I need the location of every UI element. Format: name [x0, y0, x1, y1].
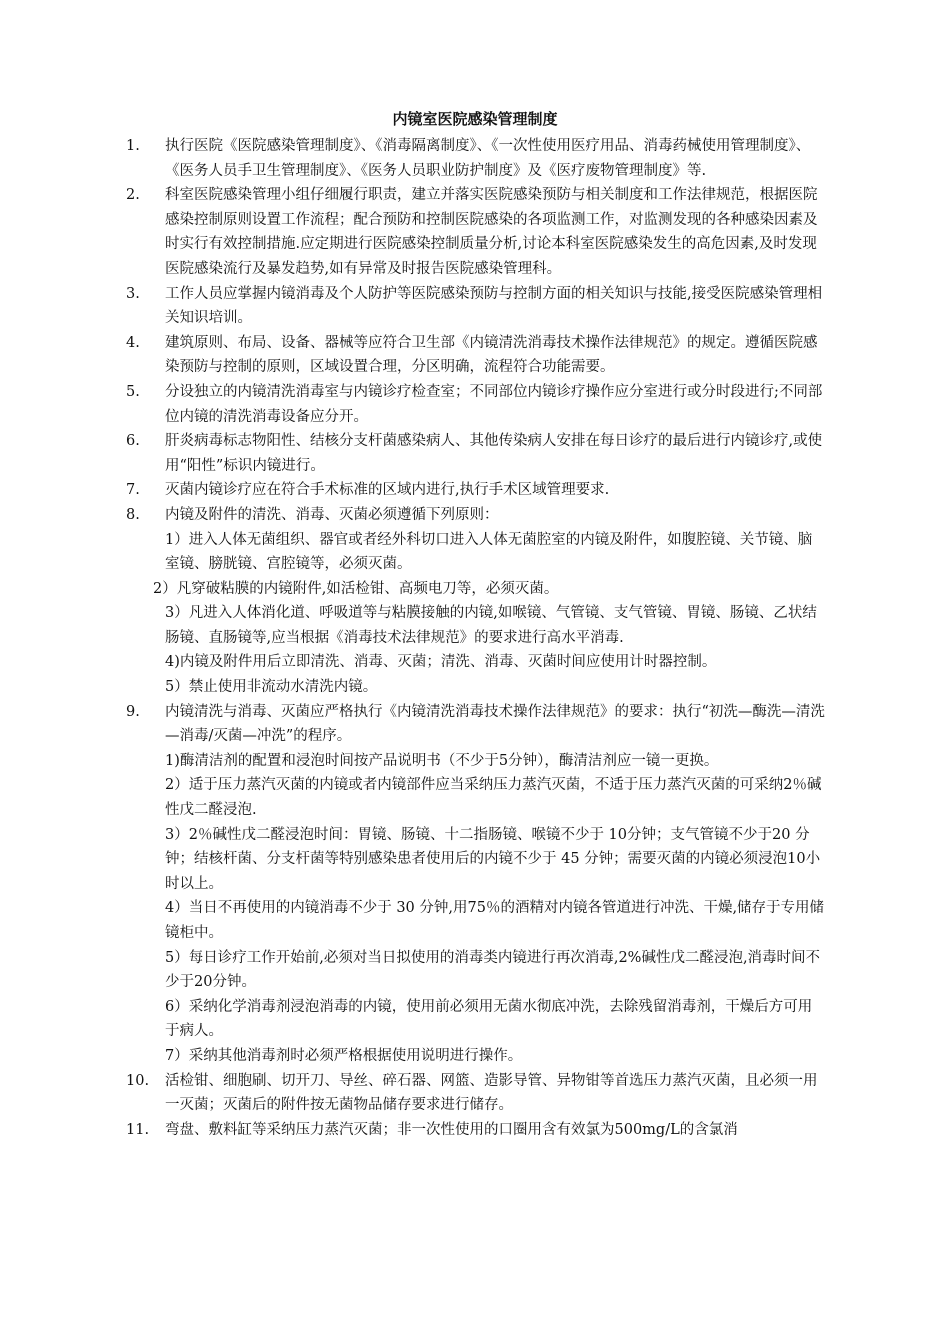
list-item [126, 183, 826, 281]
item-number: 4. [126, 334, 140, 351]
list-item [126, 134, 826, 183]
sub-list [153, 528, 826, 700]
list-item [126, 503, 826, 700]
list-item [126, 380, 826, 429]
sub-item: 7）采纳其他消毒剂时必须严格根据使用说明进行操作。 [165, 1047, 523, 1064]
sub-item: 4）当日不再使用的内镜消毒不少于 30 分钟,用75％的酒精对内镜各管道进行冲洗、干燥,储存于专用储镜柜中。 [165, 900, 825, 941]
item-text: 内镜清洗与消毒、灭菌应严格执行《内镜清洗消毒技术操作法律规范》的要求：执行“初洗—酶洗—清洗—消毒/灭菌—冲洗”的程序。 [165, 703, 825, 745]
list-item [126, 700, 826, 1069]
item-number: 1. [126, 138, 140, 154]
sub-item: 2）凡穿破粘膜的内镜附件,如活检钳、高频电刀等，必须灭菌。 [153, 580, 559, 597]
item-number: 2. [126, 187, 140, 204]
sub-item: 4)内镜及附件用后立即清洗、消毒、灭菌；清洗、消毒、灭菌时间应使用计时器控制。 [165, 654, 717, 671]
sub-item: 1）进入人体无菌组织、器官或者经外科切口进入人体无菌腔室的内镜及附件，如腹腔镜、关节镜、脑室镜、膀胱镜、宫腔镜等，必须灭菌。 [165, 531, 813, 573]
sub-item: 5）每日诊疗工作开始前,必须对当日拟使用的消毒类内镜进行再次消毒,2%碱性戊二醛浸泡,消毒时间不少于20分钟。 [165, 949, 821, 991]
item-number: 11. [126, 1121, 150, 1138]
sub-item: 1)酶清洁剂的配置和浸泡时间按产品说明书（不少于5分钟），酶清洁剂应一镜一更换。 [165, 752, 719, 769]
item-text: 执行医院《医院感染管理制度》、《消毒隔离制度》、《一次性使用医疗用品、消毒药械使用管理制度》、《医务人员手卫生管理制度》、《医务人员职业防护制度》及《医疗废物管理制度》等. [165, 138, 811, 179]
item-text: 建筑原则、布局、设备、器械等应符合卫生部《内镜清洗消毒技术操作法律规范》的规定。遵循医院感染预防与控制的原则，区域设置合理，分区明确，流程符合功能需要。 [165, 334, 818, 376]
sub-item: 5）禁止使用非流动水清洗内镜。 [165, 679, 378, 696]
item-number: 3. [126, 285, 140, 302]
sub-item: 3）2％碱性戊二醛浸泡时间：胃镜、肠镜、十二指肠镜、喉镜不少于 10分钟；支气管镜不少于20 分钟；结核杆菌、分支杆菌等特别感染患者使用后的内镜不少于 45 分钟；需要灭菌的内镜必须浸泡10小时以上。 [165, 826, 821, 892]
item-text: 肝炎病毒标志物阳性、结核分支杆菌感染病人、其他传染病人安排在每日诊疗的最后进行内镜诊疗,或使用“阳性”标识内镜进行。 [165, 433, 823, 474]
list-item [126, 331, 826, 380]
item-number: 9. [126, 703, 140, 720]
item-number: 8. [126, 506, 140, 523]
item-text: 内镜及附件的清洗、消毒、灭菌必须遵循下列原则： [165, 506, 499, 523]
item-number: 6. [126, 433, 140, 450]
sub-item: 2）适于压力蒸汽灭菌的内镜或者内镜部件应当采纳压力蒸汽灭菌，不适于压力蒸汽灭菌的可采纳2％碱性戊二醛浸泡. [165, 777, 822, 819]
document-title: 内镜室医院感染管理制度 [392, 110, 558, 128]
sub-list [165, 749, 826, 1069]
list-item [126, 282, 826, 331]
item-number: 10. [126, 1072, 150, 1089]
item-text: 科室医院感染管理小组仔细履行职责，建立并落实医院感染预防与相关制度和工作法律规范，根据医院感染控制原则设置工作流程；配合预防和控制医院感染的各项监测工作，对监测发现的各种感染因素及时实行有效控制措施.应定期进行医院感染控制质量分析,讨论本科室医院感染发生的高危因素,及时发现医院感染流行及暴发趋势,如有异常及时报告医院感染管理科。 [165, 187, 818, 277]
rules-list [126, 134, 826, 1142]
item-text: 弯盘、敷料缸等采纳压力蒸汽灭菌；非一次性使用的口圈用含有效氯为500mg/L的含氯消 [165, 1121, 738, 1138]
list-item [126, 1069, 826, 1118]
item-number: 7. [126, 482, 140, 499]
item-text: 工作人员应掌握内镜消毒及个人防护等医院感染预防与控制方面的相关知识与技能,接受医院感染管理相关知识培训。 [165, 285, 823, 327]
item-text: 分设独立的内镜清洗消毒室与内镜诊疗检查室；不同部位内镜诊疗操作应分室进行或分时段进行;不同部位内镜的清洗消毒设备应分开。 [165, 383, 823, 425]
sub-item: 3）凡进入人体消化道、呼吸道等与粘膜接触的内镜,如喉镜、气管镜、支气管镜、胃镜、肠镜、乙状结肠镜、直肠镜等,应当根据《消毒技术法律规范》的要求进行高水平消毒. [165, 605, 817, 646]
item-text: 灭菌内镜诊疗应在符合手术标准的区域内进行,执行手术区域管理要求. [165, 482, 610, 499]
list-item [126, 478, 826, 503]
list-item [126, 1118, 826, 1143]
list-item [126, 429, 826, 478]
item-number: 5. [126, 383, 140, 400]
item-text: 活检钳、细胞刷、切开刀、导丝、碎石器、网篮、造影导管、异物钳等首选压力蒸汽灭菌，且必须一用一灭菌；灭菌后的附件按无菌物品储存要求进行储存。 [165, 1072, 818, 1114]
sub-item: 6）采纳化学消毒剂浸泡消毒的内镜，使用前必须用无菌水彻底冲洗，去除残留消毒剂，干燥后方可用于病人。 [165, 998, 813, 1040]
